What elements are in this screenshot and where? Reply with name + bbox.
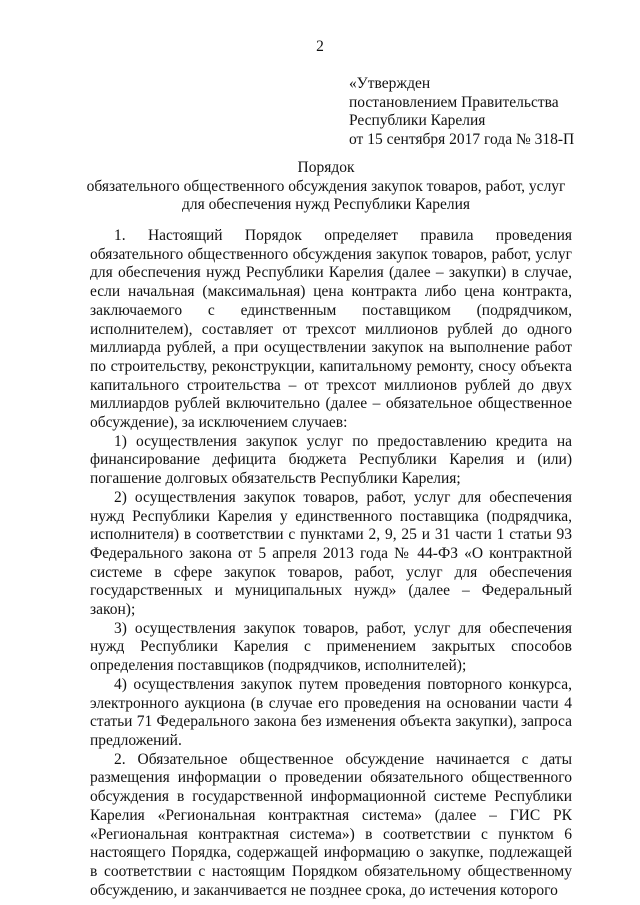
paragraph: 2. Обязательное общественное обсуждение начинается с даты размещения информации о проведении обязательного общественного обсуждения в государственной информационной системе Республики Карелия «Региональная контрактная система» (далее – ГИС РК «Региональная контрактная система») в соответствии с пунктом 6 настоящего Порядка, содержащей информацию о закупке, подлежащей в соответствии с настоящим Порядком обязательному общественному обсуждению, и заканчивается не позднее срока, до истечения которого <box>90 750 572 899</box>
document-title <box>76 159 576 215</box>
paragraph: 1) осуществления закупок услуг по предоставлению кредита на финансирование дефицита бюджета Республики Карелия и (или) погашение долговых обязательств Республики Карелия; <box>90 432 572 488</box>
page-number: 2 <box>316 38 324 55</box>
paragraph: 2) осуществления закупок товаров, работ, услуг для обеспечения нужд Республики Карелия у единственного поставщика (подрядчика, исполнителя) в соответствии с пунктами 2, 9, 25 и 31 части 1 статьи 93 Федерального закона от 5 апреля 2013 года № 44-ФЗ «О контрактной системе в сфере закупок товаров, работ, услуг для обеспечения государственных и муниципальных нужд» (далее – Федеральный закон); <box>90 488 572 619</box>
approval-line: постановлением Правительства <box>349 93 559 111</box>
approval-line: Республики Карелия <box>349 112 486 129</box>
approval-line: от 15 сентября 2017 года № 318-П <box>349 130 575 148</box>
title-line: для обеспечения нужд Республики Карелия <box>181 196 470 213</box>
approval-line: «Утвержден <box>349 75 431 92</box>
paragraph: 1. Настоящий Порядок определяет правила проведения обязательного общественного обсуждения закупок товаров, работ, услуг для обеспечения нужд Республики Карелия (далее – закупки) в случае, если начальная (максимальная) цена контракта либо цена контракта, заключаемого с единственным поставщиком (подрядчиком, исполнителем), составляет от трехсот миллионов рублей до одного миллиарда рублей, а при осуществлении закупок на выполнение работ по строительству, реконструкции, капитальному ремонту, сносу объекта капитального строительства – от трехсот миллионов рублей до двух миллиардов рублей включительно (далее – обязательное общественное обсуждение), за исключением случаев: <box>90 227 572 432</box>
title-line: Порядок <box>297 159 355 176</box>
paragraph: 3) осуществления закупок товаров, работ, услуг для обеспечения нужд Республики Карелия с применением закрытых способов определения поставщиков (подрядчиков, исполнителей); <box>90 619 572 675</box>
document-body <box>90 227 572 900</box>
title-line: обязательного общественного обсуждения закупок товаров, работ, услуг <box>86 177 566 195</box>
paragraph: 4) осуществления закупок путем проведения повторного конкурса, электронного аукциона (в случае его проведения на основании части 4 статьи 71 Федерального закона без изменения объекта закупки), запроса предложений. <box>90 675 572 749</box>
approval-stamp <box>349 75 629 149</box>
